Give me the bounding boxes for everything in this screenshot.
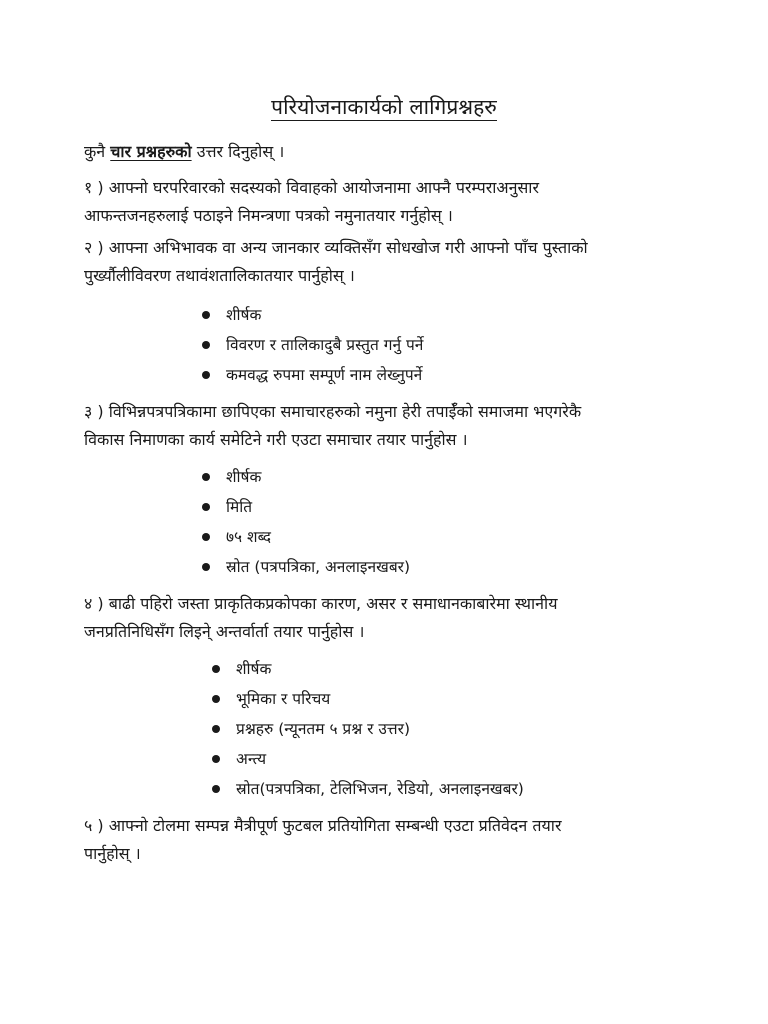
- list-item: [212, 774, 524, 804]
- bullet-icon: [202, 473, 210, 481]
- question-4: [84, 590, 694, 646]
- bullet-icon: [212, 785, 220, 793]
- list-item-text: स्रोत (पत्रपत्रिका, अनलाइनखबर): [226, 558, 411, 576]
- question-1-line-1: १ ) आफ्नो घरपरिवारको सदस्यको विवाहको आयोजनामा आफ्नै परम्पराअनुसार: [84, 178, 539, 197]
- question-3-line-2: विकास निमाणका कार्य समेटिने गरी एउटा समाचार तयार पार्नुहोस ।: [84, 430, 468, 449]
- list-item-text: ७५ शब्द: [226, 528, 271, 546]
- question-3-bullet-list: [202, 462, 410, 582]
- question-4-line-2: जनप्रतिनिधिसँग लिइने् अन्तर्वार्ता तयार पार्नुहोस ।: [84, 622, 365, 641]
- bullet-icon: [202, 563, 210, 571]
- list-item-text: मिति: [226, 498, 253, 516]
- list-item-text: भूमिका र परिचय: [236, 690, 331, 708]
- question-2: [84, 234, 694, 290]
- list-item: [202, 552, 410, 582]
- list-item: [202, 330, 423, 360]
- instruction-prefix: कुनै: [84, 142, 106, 161]
- list-item: [202, 300, 423, 330]
- list-item-text: शीर्षक: [236, 660, 272, 678]
- list-item: [212, 654, 524, 684]
- question-1-line-2: आफन्तजनहरुलाई पठाइने निमन्त्रणा पत्रको नमुनातयार गर्नुहोस् ।: [84, 206, 453, 225]
- instruction-suffix: उत्तर दिनुहोस् ।: [196, 142, 285, 161]
- question-3-line-1: ३ ) विभिन्नपत्रपत्रिकामा छापिएका समाचारहरुको नमुना हेरी तपाईँको समाजमा भएगरेकै: [84, 402, 582, 421]
- question-4-line-1: ४ ) बाढी पहिरो जस्ता प्राकृतिकप्रकोपका कारण, असर र समाधानकाबारेमा स्थानीय: [84, 594, 558, 613]
- question-1: [84, 174, 694, 230]
- list-item-text: शीर्षक: [226, 306, 262, 324]
- list-item-text: कमवद्ध रुपमा सम्पूर्ण नाम लेख्नुपर्ने: [226, 366, 423, 384]
- list-item: [202, 360, 423, 390]
- question-3: [84, 398, 694, 454]
- bullet-icon: [212, 725, 220, 733]
- list-item-text: प्रश्नहरु (न्यूनतम ५ प्रश्न र उत्तर): [236, 720, 410, 738]
- list-item: [212, 684, 524, 714]
- question-5: [84, 812, 694, 868]
- list-item: [202, 522, 410, 552]
- bullet-icon: [202, 311, 210, 319]
- question-5-line-2: पार्नुहोस् ।: [84, 844, 141, 863]
- bullet-icon: [212, 755, 220, 763]
- list-item: [202, 492, 410, 522]
- bullet-icon: [202, 533, 210, 541]
- bullet-icon: [202, 503, 210, 511]
- list-item-text: स्रोत(पत्रपत्रिका, टेलिभिजन, रेडियो, अनलाइनखबर): [236, 780, 524, 798]
- question-5-line-1: ५ ) आफ्नो टोलमा सम्पन्न मैत्रीपूर्ण फुटबल प्रतियोगिता सम्बन्धी एउटा प्रतिवेदन तयार: [84, 816, 562, 835]
- list-item: [202, 462, 410, 492]
- question-2-line-2: पुर्ख्यौलीविवरण तथावंशतालिकातयार पार्नुहोस् ।: [84, 266, 355, 285]
- bullet-icon: [212, 665, 220, 673]
- list-item-text: विवरण र तालिकादुबै प्रस्तुत गर्नु पर्ने: [226, 336, 424, 354]
- bullet-icon: [212, 695, 220, 703]
- instruction-emphasis: चार प्रश्नहरुको: [110, 142, 192, 161]
- page-title: [0, 92, 768, 122]
- question-2-bullet-list: [202, 300, 423, 390]
- list-item-text: अन्त्य: [236, 750, 267, 768]
- list-item-text: शीर्षक: [226, 468, 262, 486]
- bullet-icon: [202, 371, 210, 379]
- question-4-bullet-list: [212, 654, 524, 804]
- question-2-line-1: २ ) आफ्ना अभिभावक वा अन्य जानकार व्यक्तिसँग सोधखोज गरी आफ्नो पाँच पुस्ताको: [84, 238, 588, 257]
- list-item: [212, 744, 524, 774]
- bullet-icon: [202, 341, 210, 349]
- page-title-text: परियोजनाकार्यको लागिप्रश्नहरु: [271, 95, 497, 119]
- instruction: [84, 140, 284, 164]
- list-item: [212, 714, 524, 744]
